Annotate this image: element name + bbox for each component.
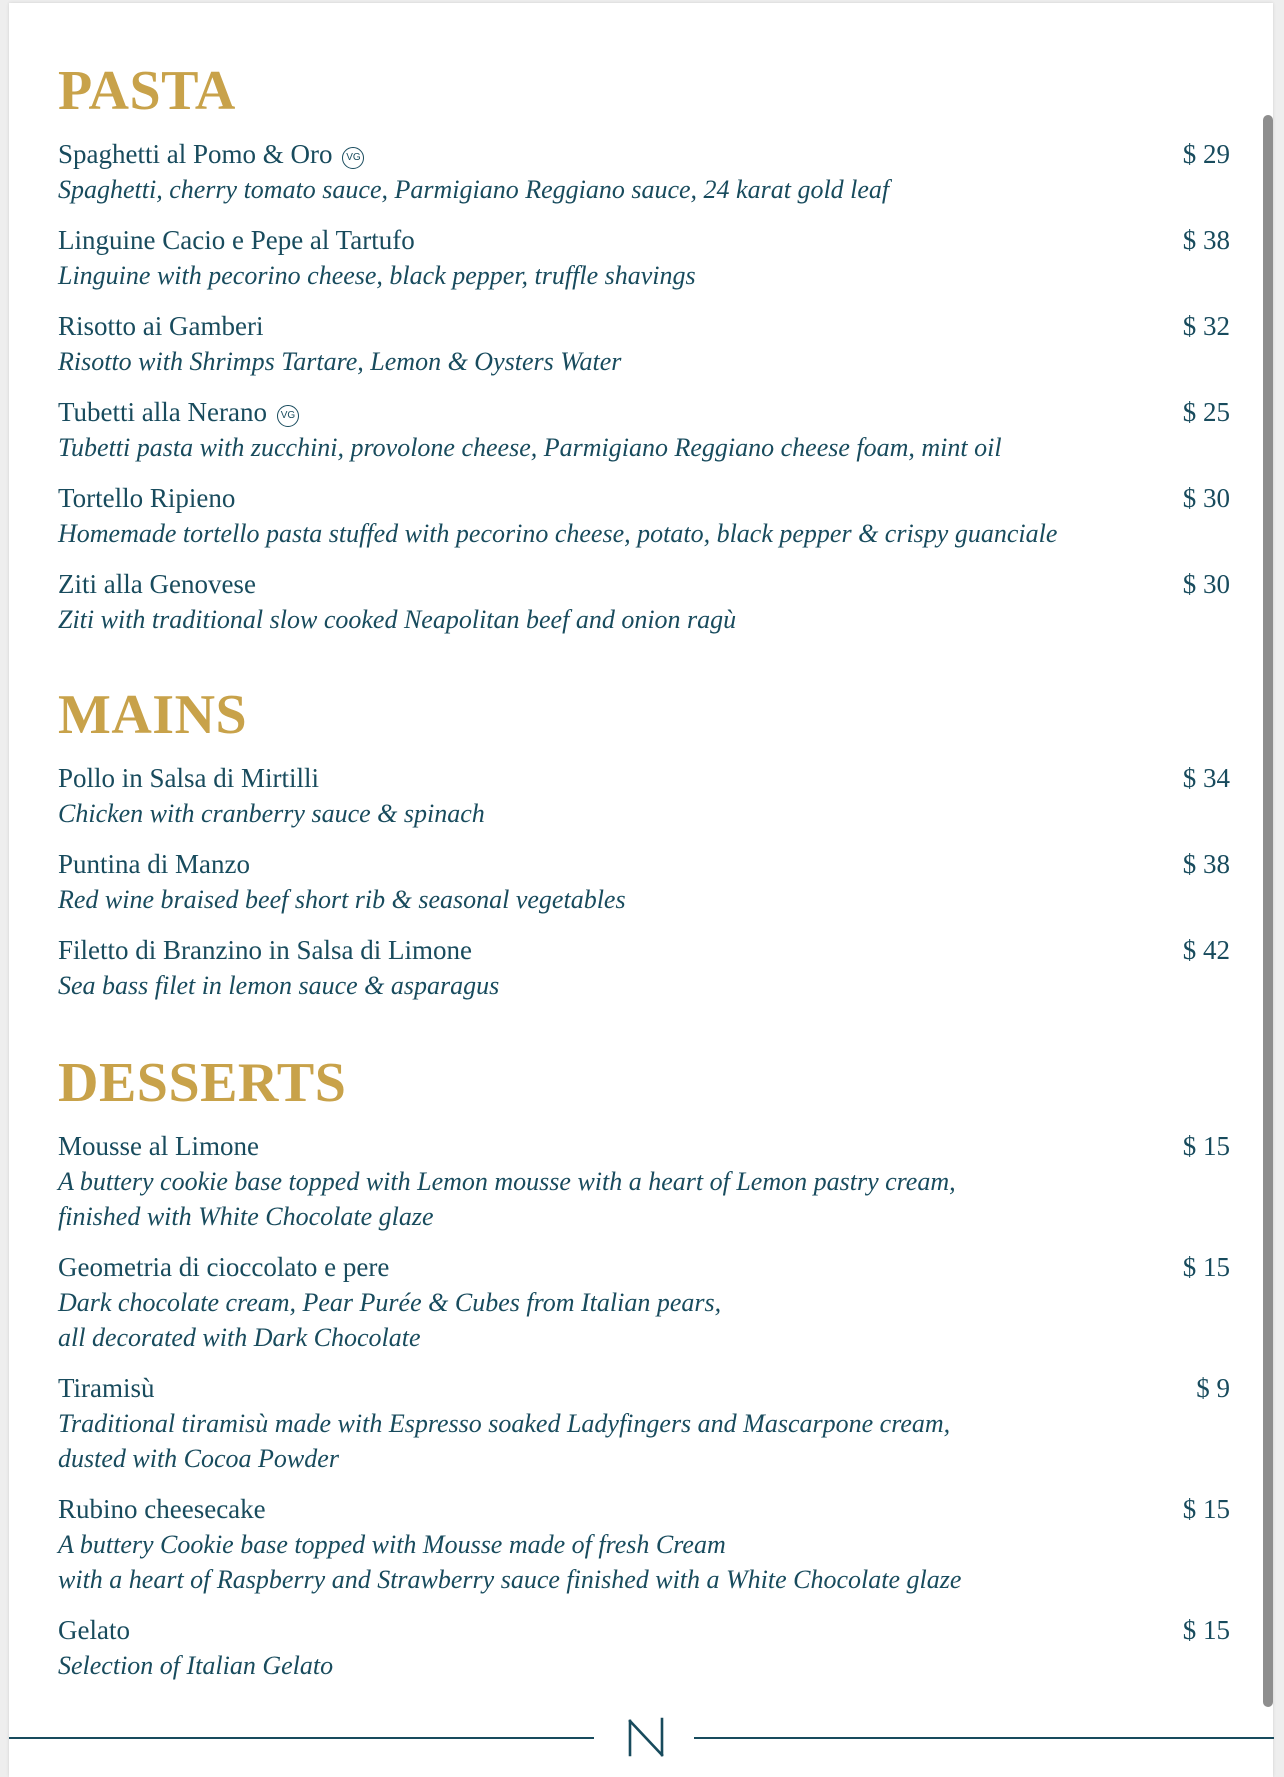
menu-item-price: $ 15 <box>1182 1252 1230 1282</box>
menu-item-description: Chicken with cranberry sauce & spinach <box>58 799 485 828</box>
menu-item-name: Mousse al Limone <box>58 1131 259 1161</box>
menu-item-name-row <box>58 395 1230 430</box>
menu-item-name-row <box>58 223 1230 258</box>
menu-item-description: finished with White Chocolate glaze <box>58 1202 434 1231</box>
menu-item-name-row <box>58 1129 1230 1164</box>
footer-divider-right <box>694 1737 1274 1739</box>
menu-item-price: $ 38 <box>1182 225 1230 255</box>
menu-item-description: Tubetti pasta with zucchini, provolone cheese, Parmigiano Reggiano cheese foam, mint oil <box>58 433 1002 462</box>
menu-item <box>58 309 1230 379</box>
footer-divider-left <box>9 1737 594 1739</box>
menu-section-pasta <box>58 55 1230 637</box>
menu-item-description: Risotto with Shrimps Tartare, Lemon & Oysters Water <box>58 347 622 376</box>
menu-item-name: Pollo in Salsa di Mirtilli <box>58 763 320 793</box>
menu-item-description: Ziti with traditional slow cooked Neapolitan beef and onion ragù <box>58 605 737 634</box>
menu-item-price: $ 29 <box>1182 139 1230 169</box>
menu-item-price: $ 30 <box>1182 483 1230 513</box>
menu-item <box>58 847 1230 917</box>
menu-item-price: $ 9 <box>1196 1373 1230 1403</box>
menu-item-price: $ 38 <box>1182 849 1230 879</box>
section-title: PASTA <box>58 60 236 122</box>
menu-item-name-row <box>58 1250 1230 1285</box>
menu-item-name: Spaghetti al Pomo & Oro <box>58 139 333 169</box>
menu-item-name: Gelato <box>58 1615 130 1645</box>
menu-item <box>58 1492 1230 1597</box>
menu-item-name-row <box>58 481 1230 516</box>
menu-item-name-row <box>58 1613 1230 1648</box>
menu-item-description: dusted with Cocoa Powder <box>58 1444 339 1473</box>
menu-item-name: Puntina di Manzo <box>58 849 250 879</box>
menu-item-name-row <box>58 1371 1230 1406</box>
section-title: MAINS <box>58 684 248 746</box>
menu-item-price: $ 15 <box>1182 1615 1230 1645</box>
menu-item-price: $ 42 <box>1182 935 1230 965</box>
menu-item-name-row <box>58 567 1230 602</box>
menu-item-name-row <box>58 137 1230 172</box>
menu-item-name-row <box>58 761 1230 796</box>
section-title: DESSERTS <box>58 1052 347 1114</box>
menu-item <box>58 223 1230 293</box>
menu-item-name: Linguine Cacio e Pepe al Tartufo <box>58 225 415 255</box>
menu-item-name: Rubino cheesecake <box>58 1494 266 1524</box>
menu-item-name: Tortello Ripieno <box>58 483 236 513</box>
menu-item-name-row <box>58 847 1230 882</box>
menu-item <box>58 395 1230 465</box>
menu-item-price: $ 15 <box>1182 1494 1230 1524</box>
menu-item-description: Sea bass filet in lemon sauce & asparagus <box>58 971 500 1000</box>
menu-item <box>58 1129 1230 1234</box>
menu-item <box>58 1371 1230 1476</box>
menu-item-name: Risotto ai Gamberi <box>58 311 264 341</box>
menu-item-description: A buttery cookie base topped with Lemon mousse with a heart of Lemon pastry cream, <box>58 1167 956 1196</box>
menu-item-name-row <box>58 309 1230 344</box>
menu-item-name: Tiramisù <box>58 1373 155 1403</box>
menu-item <box>58 933 1230 1003</box>
menu-item-name-row <box>58 1492 1230 1527</box>
menu-item <box>58 137 1230 207</box>
menu-item-description: Linguine with pecorino cheese, black pepper, truffle shavings <box>58 261 696 290</box>
vegetarian-badge-icon: VG <box>342 147 364 169</box>
menu-item-price: $ 34 <box>1182 763 1230 793</box>
menu-item-description: Selection of Italian Gelato <box>58 1651 334 1680</box>
menu-item <box>58 567 1230 637</box>
menu-section-mains <box>58 679 1230 1003</box>
menu-item-description: Red wine braised beef short rib & seasonal vegetables <box>58 885 626 914</box>
menu-item <box>58 761 1230 831</box>
menu-item-price: $ 15 <box>1182 1131 1230 1161</box>
menu-item-description: A buttery Cookie base topped with Mousse made of fresh Cream <box>58 1530 726 1559</box>
menu-item-price: $ 32 <box>1182 311 1230 341</box>
menu-item <box>58 481 1230 551</box>
menu-item <box>58 1613 1230 1683</box>
menu-item-description: Dark chocolate cream, Pear Purée & Cubes from Italian pears, <box>58 1288 722 1317</box>
menu-item-price: $ 30 <box>1182 569 1230 599</box>
menu-item-name: Filetto di Branzino in Salsa di Limone <box>58 935 472 965</box>
menu-item <box>58 1250 1230 1355</box>
menu-item-name: Geometria di cioccolato e pere <box>58 1252 390 1282</box>
menu-item-description: Homemade tortello pasta stuffed with pecorino cheese, potato, black pepper & crispy guanciale <box>58 519 1058 548</box>
menu-content <box>58 55 1230 1699</box>
menu-item-name-row <box>58 933 1230 968</box>
menu-item-price: $ 25 <box>1182 397 1230 427</box>
menu-item-description: Spaghetti, cherry tomato sauce, Parmigiano Reggiano sauce, 24 karat gold leaf <box>58 175 890 204</box>
menu-section-desserts <box>58 1047 1230 1683</box>
menu-item-name: Ziti alla Genovese <box>58 569 256 599</box>
menu-item-description: with a heart of Raspberry and Strawberry sauce finished with a White Chocolate glaze <box>58 1565 962 1594</box>
n-monogram-logo-icon <box>624 1715 668 1759</box>
menu-item-description: Traditional tiramisù made with Espresso soaked Ladyfingers and Mascarpone cream, <box>58 1409 951 1438</box>
footer <box>9 1712 1263 1762</box>
vegetarian-badge-icon: VG <box>277 405 299 427</box>
menu-item-name: Tubetti alla Nerano <box>58 397 267 427</box>
menu-item-description: all decorated with Dark Chocolate <box>58 1323 421 1352</box>
vertical-scrollbar[interactable] <box>1263 115 1273 1707</box>
